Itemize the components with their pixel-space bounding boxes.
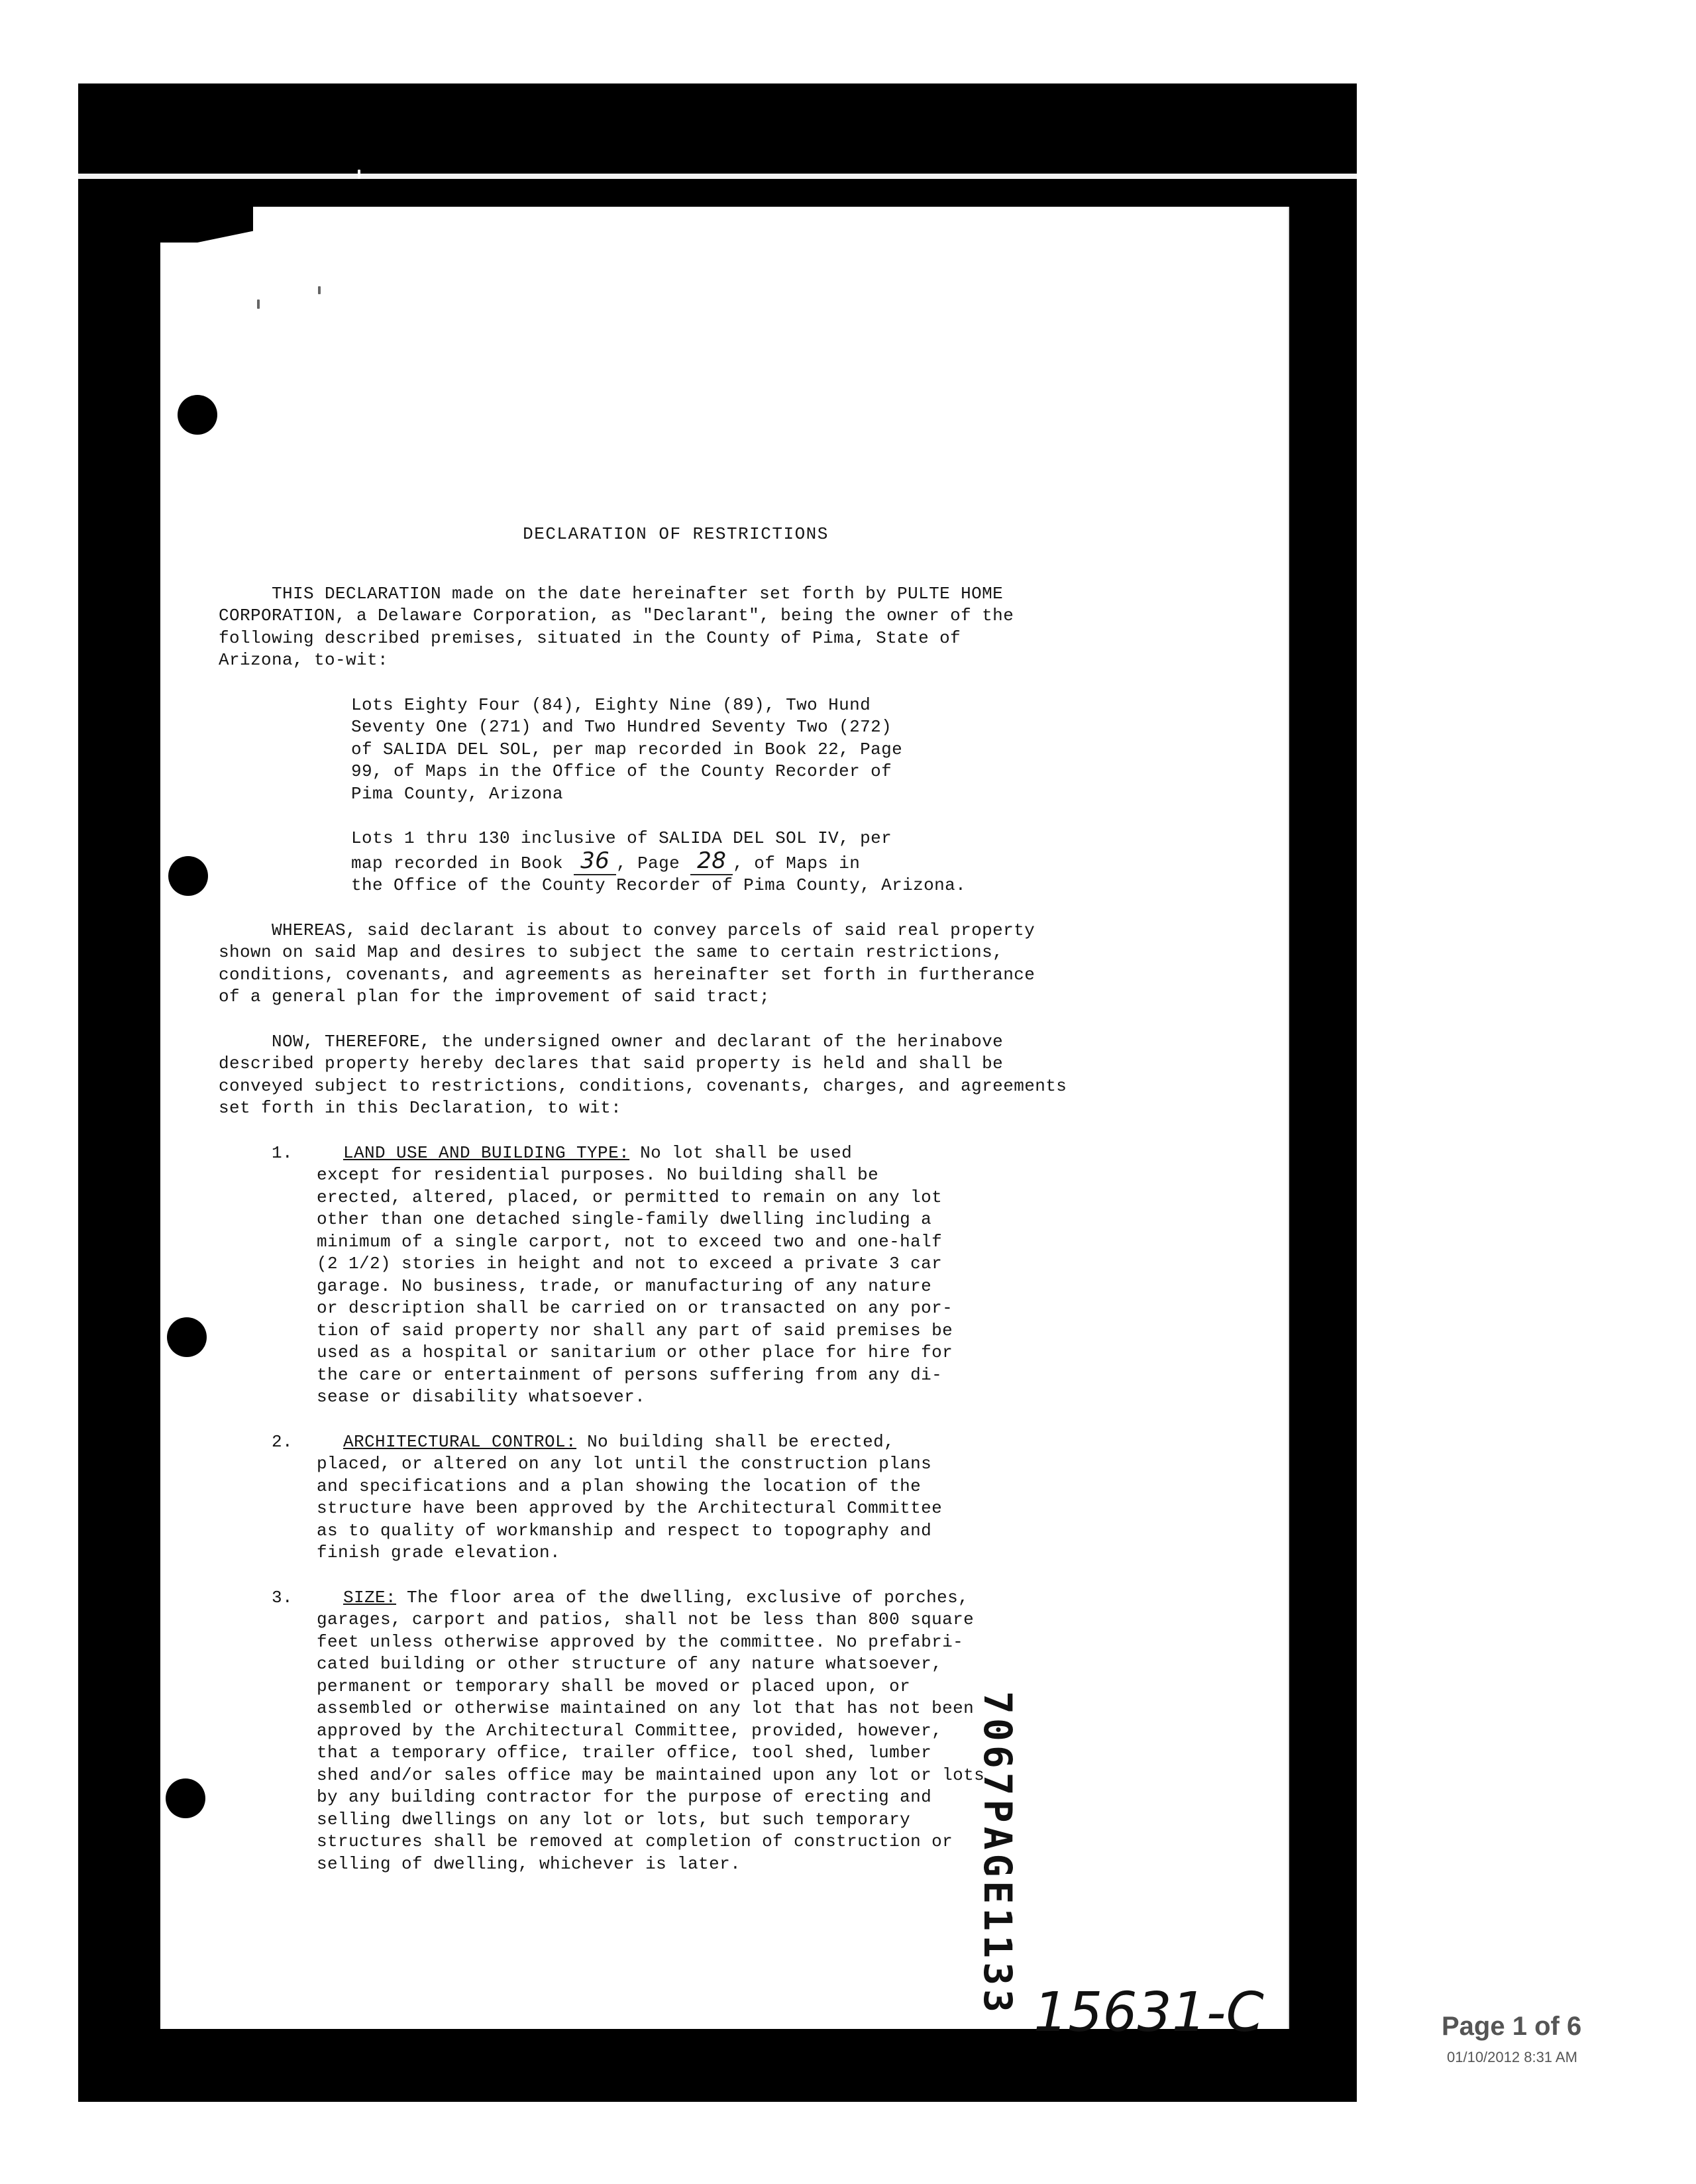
section-heading: ARCHITECTURAL CONTROL:: [343, 1431, 577, 1452]
punch-hole-3: [167, 1317, 207, 1357]
section-architectural-control: [219, 1431, 1133, 1564]
section-land-use: [219, 1142, 1133, 1409]
section-text: No lot shall be used except for residential purposes. No building shall be erected, altered, placed, or permitted to remain on any lot other than one detached single-family dwelling including a minimum of a single carport, not to exceed two and one-half (2 1/2) stories in height and not to exceed a private 3 car garage. No business, trade, or manufacturing of any nature or description shall be carried on or transacted on any por- tion of said property nor shall any part of said premises be used as a hospital or sanitarium or other place for hire for the care or entertainment of persons suffering from any di- sease or disability whatsoever.: [317, 1142, 953, 1407]
handwritten-reference: 15631-C: [1034, 1981, 1264, 2044]
handwritten-book-number: 36: [574, 847, 616, 875]
section-number: 1.: [272, 1142, 293, 1163]
punch-hole-2: [168, 856, 208, 896]
punch-hole-1: [178, 395, 217, 435]
section-number: 3.: [272, 1587, 293, 1608]
print-timestamp: 01/10/2012 8:31 AM: [1447, 2049, 1577, 2065]
lots-2-text-a: Lots 1 thru 130 inclusive of SALIDA DEL SOL IV, per map recorded in Book: [351, 828, 892, 873]
scan-speck: [358, 170, 360, 179]
page-indicator: Page 1 of 6: [1442, 2012, 1582, 2041]
handwritten-page-number: 28: [690, 847, 733, 875]
scan-speck: [257, 300, 260, 309]
scan-speck: [318, 286, 321, 294]
section-heading: SIZE:: [343, 1587, 397, 1608]
book-page-stamp: 7067PAGE1133: [975, 1691, 1020, 2017]
lots-2-text-b: , Page: [616, 853, 691, 873]
now-therefore-paragraph: NOW, THEREFORE, the undersigned owner and declarant of the herinabove described property hereby declares that said property is held and shall be conveyed subject to restrictions, conditions, covenants, charges, and agreements set forth in this Declaration, to wit:: [219, 1031, 1067, 1118]
intro-paragraph: THIS DECLARATION made on the date hereinafter set forth by PULTE HOME CORPORATION, a Delaware Corporation, as "Declarant", being the owner of the following described premises, situated in the County of Pima, State of Arizona, to-wit:: [219, 583, 1014, 670]
lots-description-1: Lots Eighty Four (84), Eighty Nine (89), Two Hund Seventy One (271) and Two Hundred Seventy Two (272) of SALIDA DEL SOL, per map recorded in Book 22, Page 99, of Maps in the Office of the County Recorder of Pima County, Arizona: [351, 694, 903, 804]
section-number: 2.: [272, 1431, 293, 1452]
punch-hole-4: [166, 1778, 205, 1818]
scan-edge-line: [78, 174, 1357, 179]
document-title: DECLARATION OF RESTRICTIONS: [523, 524, 829, 544]
section-text: The floor area of the dwelling, exclusive of porches, garages, carport and patios, shall not be less than 800 square feet unless otherwise approved by the committee. No prefabri- cated building or other structure of any nature whatsoever, permanent or temporary shall be moved or placed upon, or assembled or otherwise maintained on any lot that has not been approved by the Architectural Committee, provided, however, that a temporary office, trailer office, tool shed, lumber shed and/or sales office may be maintained upon any lot or lots by any building contractor for the purpose of erecting and selling dwellings on any lot or lots, but such temporary structures shall be removed at completion of construction or selling of dwelling, whichever is later.: [317, 1587, 985, 1874]
whereas-paragraph: WHEREAS, said declarant is about to convey parcels of said real property shown on said Map and desires to subject the same to certain restrictions, conditions, covenants, and agreements as hereinafter set forth in furtherance of a general plan for the improvement of said tract;: [219, 920, 1035, 1007]
section-heading: LAND USE AND BUILDING TYPE:: [343, 1142, 630, 1163]
section-text: No building shall be erected, placed, or altered on any lot until the construction plans and specifications and a plan showing the location of the structure have been approved by the Architectural Committee as to quality of workmanship and respect to topography and finish grade elevation.: [317, 1431, 943, 1562]
lots-2-text-c: , of Maps in the Office of the County Recorder of Pima County, Arizona.: [351, 853, 967, 895]
lots-description-2: [351, 828, 1133, 897]
